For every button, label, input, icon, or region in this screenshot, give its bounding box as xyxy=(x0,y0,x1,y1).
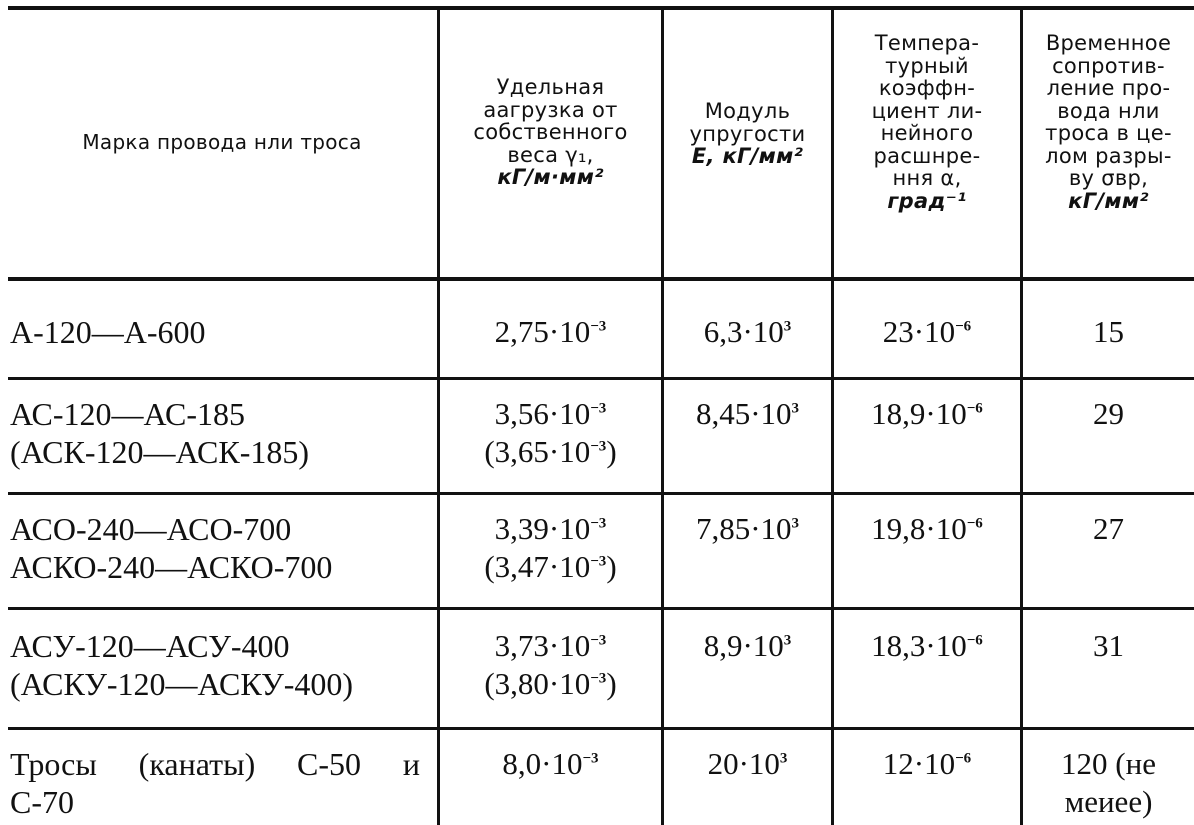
table-row-weight: $2,75\cdot 10^{-3}$ xyxy=(494,314,607,349)
table-row-mark: АСУ-120—АСУ-400 (АСКУ-120—АСКУ-400) xyxy=(10,628,354,702)
header-tensile-strength: Временное сопротив- ление про- вода нли троса в це- лом разры- ву σвр, кГ/мм² xyxy=(1045,31,1172,213)
table-row-strength: 120 (не меиее) xyxy=(1061,746,1156,819)
table-row-mark: АС-120—АС-185 (АСК-120—АСК-185) xyxy=(10,396,310,470)
row-divider xyxy=(8,727,1194,730)
table-row-weight: $8,0\cdot 10^{-3}$ xyxy=(502,746,599,781)
table-row-weight: $3,39\cdot 10^{-3}$ $(3,47\cdot 10^{-3})$ xyxy=(484,511,617,584)
table-top-border xyxy=(8,6,1194,10)
table-row-modulus: $20\cdot 10^3$ xyxy=(707,746,788,781)
header-specific-load: Удельная аагрузка от собственного веса γ₁, кГ/м·мм² xyxy=(473,75,628,189)
row-divider xyxy=(8,607,1194,610)
row-divider xyxy=(8,377,1194,380)
table-row-weight: $3,56\cdot 10^{-3}$ $(3,65\cdot 10^{-3})$ xyxy=(484,396,617,469)
table-row-expansion: $23\cdot 10^{-6}$ xyxy=(882,314,972,349)
table-row-modulus: $6,3\cdot 10^3$ xyxy=(703,314,792,349)
header-wire-grade: Марка провода нли троса xyxy=(82,130,362,154)
table-row-mark: Тросы (канаты) С-50 и С-70 xyxy=(10,746,420,820)
table-row-strength: 15 xyxy=(1093,314,1124,349)
table-row-modulus: $8,45\cdot 10^3$ xyxy=(695,396,800,431)
table-row-strength: 27 xyxy=(1093,511,1124,546)
header-modulus: Модуль упругости E, кГ/мм² xyxy=(689,99,806,168)
table-row-modulus: $7,85\cdot 10^3$ xyxy=(695,511,800,546)
table-row-modulus: $8,9\cdot 10^3$ xyxy=(703,628,792,663)
table-row-mark: АСО-240—АСО-700 АСКО-240—АСКО-700 xyxy=(10,511,333,585)
table-row-strength: 31 xyxy=(1093,628,1124,663)
table-row-strength: 29 xyxy=(1093,396,1124,431)
table-row-expansion: $12\cdot 10^{-6}$ xyxy=(882,746,972,781)
header-bottom-border xyxy=(8,277,1194,281)
row-divider xyxy=(8,492,1194,495)
table-row-expansion: $18,9\cdot 10^{-6}$ xyxy=(871,396,983,431)
table-row-expansion: $18,3\cdot 10^{-6}$ xyxy=(871,628,983,663)
table-row-weight: $3,73\cdot 10^{-3}$ $(3,80\cdot 10^{-3})$ xyxy=(484,628,617,701)
header-expansion-coefficient: Темпера- турный коэффн- циент ли- нейного расшнре- ння α, град⁻¹ xyxy=(871,31,983,213)
table-row-mark: А-120—А-600 xyxy=(10,314,206,350)
table-row-expansion: $19,8\cdot 10^{-6}$ xyxy=(871,511,983,546)
